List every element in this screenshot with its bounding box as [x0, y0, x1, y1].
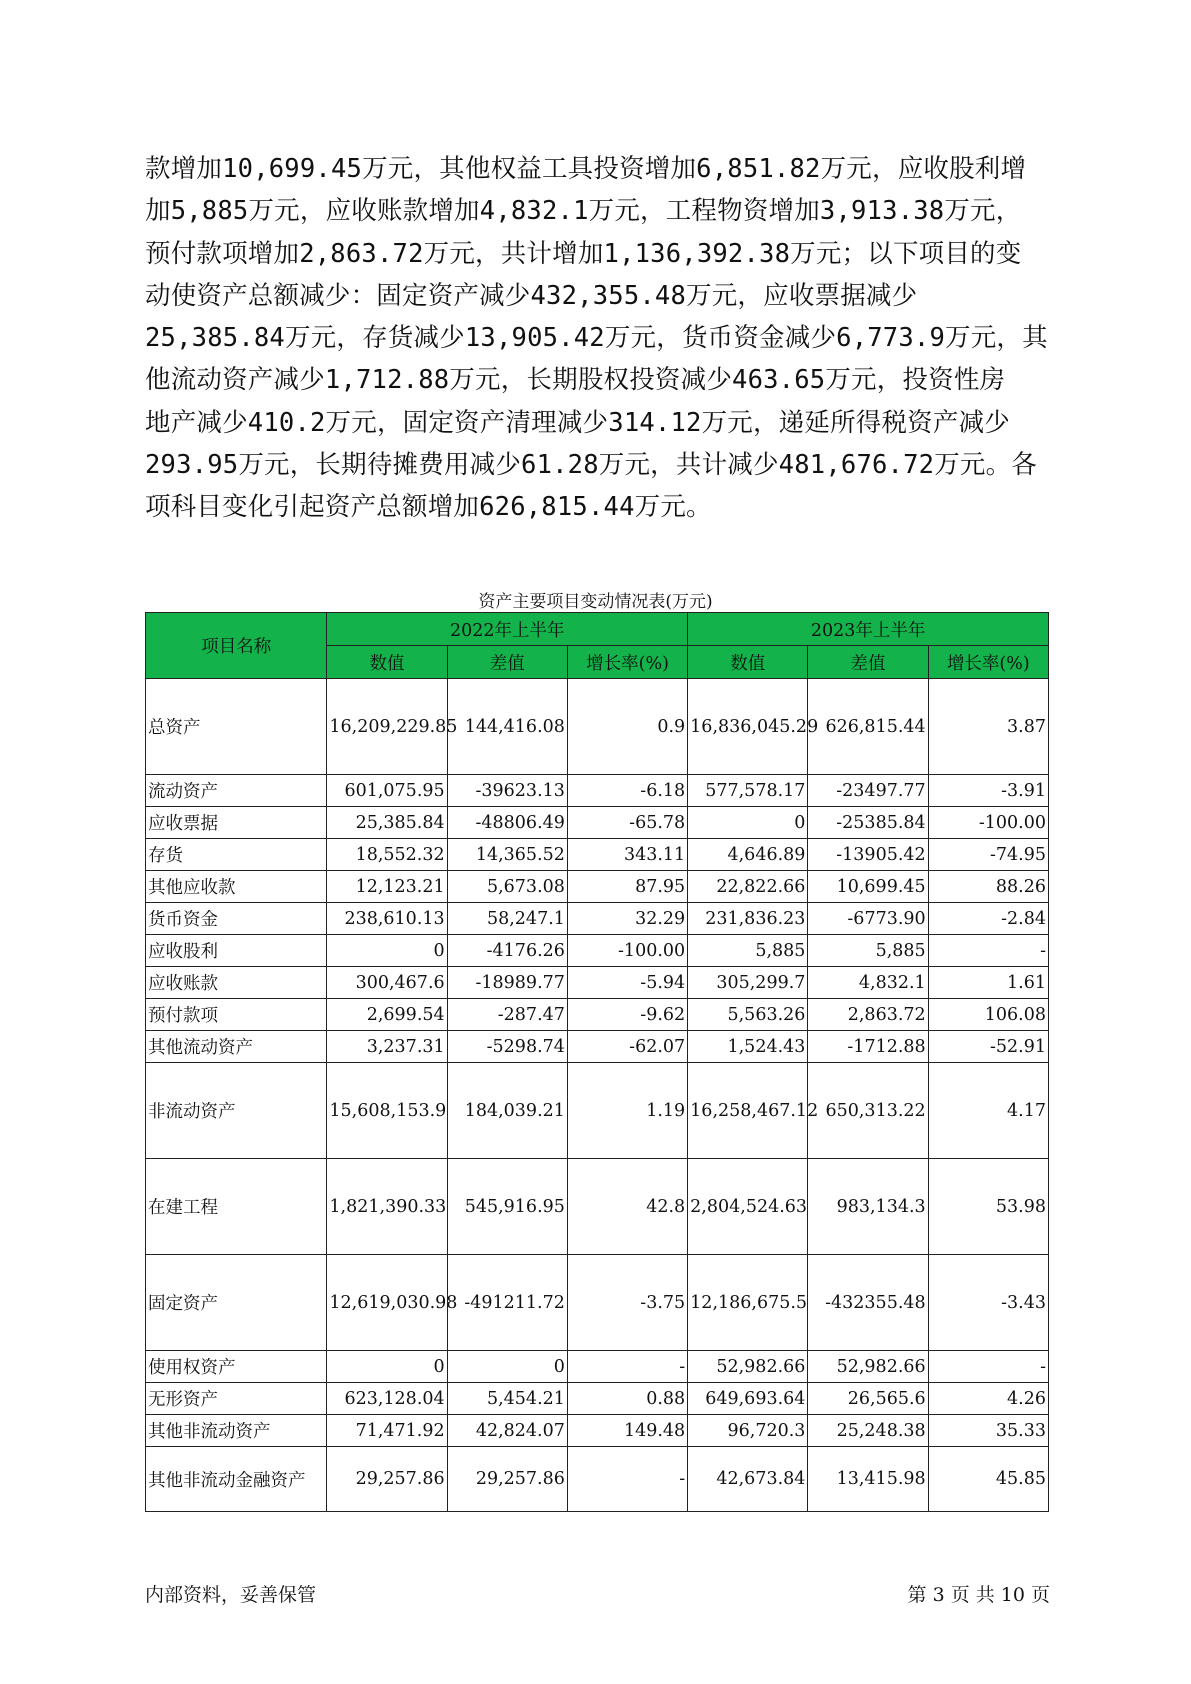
cell-diff-2023: -13905.42: [808, 839, 928, 871]
cell-diff-2023: 10,699.45: [808, 871, 928, 903]
cell-diff-2022: -4176.26: [447, 935, 567, 967]
cell-diff-2022: -18989.77: [447, 967, 567, 999]
table-row: [146, 903, 1049, 935]
cell-diff-2023: 4,832.1: [808, 967, 928, 999]
cell-diff-2022: 58,247.1: [447, 903, 567, 935]
row-name: 在建工程: [146, 1159, 327, 1255]
footer-page-number: 第 3 页 共 10 页: [907, 1584, 1050, 1606]
cell-value-2023: 42,673.84: [688, 1447, 808, 1512]
cell-growth-2022: -9.62: [567, 999, 687, 1031]
header-row-periods: [146, 613, 1049, 646]
table-row: [146, 1415, 1049, 1447]
table-row: [146, 871, 1049, 903]
cell-growth-2023: -: [928, 1351, 1048, 1383]
cell-value-2023: 5,563.26: [688, 999, 808, 1031]
cell-value-2023: 22,822.66: [688, 871, 808, 903]
cell-value-2023: 96,720.3: [688, 1415, 808, 1447]
cell-growth-2023: 1.61: [928, 967, 1048, 999]
cell-growth-2023: 4.17: [928, 1063, 1048, 1159]
cell-value-2022: 12,123.21: [327, 871, 447, 903]
footer-confidential-note: 内部资料，妥善保管: [145, 1584, 317, 1606]
row-name: 其他应收款: [146, 871, 327, 903]
cell-value-2023: 12,186,675.5: [688, 1255, 808, 1351]
paragraph-line: 地产减少410.2万元，固定资产清理减少314.12万元，递延所得税资产减少: [145, 407, 1010, 438]
cell-growth-2022: -: [567, 1447, 687, 1512]
cell-growth-2022: -3.75: [567, 1255, 687, 1351]
cell-diff-2023: 26,565.6: [808, 1383, 928, 1415]
row-name: 无形资产: [146, 1383, 327, 1415]
cell-growth-2022: 0.88: [567, 1383, 687, 1415]
cell-growth-2022: 87.95: [567, 871, 687, 903]
cell-diff-2023: 626,815.44: [808, 679, 928, 775]
cell-growth-2022: -: [567, 1351, 687, 1383]
table-row: [146, 1159, 1049, 1255]
cell-growth-2023: -3.91: [928, 775, 1048, 807]
cell-value-2022: 623,128.04: [327, 1383, 447, 1415]
cell-growth-2022: 343.11: [567, 839, 687, 871]
cell-growth-2022: -6.18: [567, 775, 687, 807]
table-row: [146, 999, 1049, 1031]
cell-diff-2023: 5,885: [808, 935, 928, 967]
header-growth-2022: 增长率(%): [567, 646, 687, 679]
cell-diff-2022: 14,365.52: [447, 839, 567, 871]
header-value-2023: 数值: [688, 646, 808, 679]
cell-diff-2023: 13,415.98: [808, 1447, 928, 1512]
cell-growth-2022: -100.00: [567, 935, 687, 967]
cell-diff-2022: -5298.74: [447, 1031, 567, 1063]
row-name: 流动资产: [146, 775, 327, 807]
cell-diff-2022: 545,916.95: [447, 1159, 567, 1255]
row-name: 其他流动资产: [146, 1031, 327, 1063]
cell-diff-2022: -48806.49: [447, 807, 567, 839]
cell-diff-2022: 0: [447, 1351, 567, 1383]
table-row: [146, 839, 1049, 871]
cell-growth-2023: 35.33: [928, 1415, 1048, 1447]
cell-growth-2023: 88.26: [928, 871, 1048, 903]
cell-growth-2022: 42.8: [567, 1159, 687, 1255]
row-name: 存货: [146, 839, 327, 871]
cell-growth-2022: -62.07: [567, 1031, 687, 1063]
cell-value-2023: 2,804,524.63: [688, 1159, 808, 1255]
row-name: 应收账款: [146, 967, 327, 999]
table-row: [146, 935, 1049, 967]
paragraph-line: 预付款项增加2,863.72万元，共计增加1,136,392.38万元；以下项目的变: [145, 238, 1022, 269]
cell-value-2023: 16,836,045.29: [688, 679, 808, 775]
cell-growth-2023: 106.08: [928, 999, 1048, 1031]
header-growth-2023: 增长率(%): [928, 646, 1048, 679]
row-name: 总资产: [146, 679, 327, 775]
cell-value-2022: 2,699.54: [327, 999, 447, 1031]
table-row: [146, 807, 1049, 839]
cell-diff-2023: -6773.90: [808, 903, 928, 935]
table-caption: 资产主要项目变动情况表(万元): [478, 592, 713, 612]
cell-growth-2022: 32.29: [567, 903, 687, 935]
cell-diff-2022: 42,824.07: [447, 1415, 567, 1447]
asset-change-table: [145, 612, 1049, 1512]
cell-diff-2023: -432355.48: [808, 1255, 928, 1351]
cell-value-2023: 577,578.17: [688, 775, 808, 807]
cell-diff-2023: 983,134.3: [808, 1159, 928, 1255]
cell-diff-2022: 184,039.21: [447, 1063, 567, 1159]
paragraph-line: 款增加10,699.45万元，其他权益工具投资增加6,851.82万元，应收股利增: [145, 154, 1027, 184]
table-row: [146, 1383, 1049, 1415]
cell-value-2023: 5,885: [688, 935, 808, 967]
paragraph-line: 25,385.84万元，存货减少13,905.42万元，货币资金减少6,773.9万元，其: [145, 323, 1048, 354]
cell-growth-2022: 1.19: [567, 1063, 687, 1159]
cell-value-2023: 231,836.23: [688, 903, 808, 935]
header-item-name: 项目名称: [146, 613, 327, 679]
cell-value-2022: 601,075.95: [327, 775, 447, 807]
cell-diff-2022: 29,257.86: [447, 1447, 567, 1512]
cell-diff-2023: 2,863.72: [808, 999, 928, 1031]
cell-growth-2022: 0.9: [567, 679, 687, 775]
cell-value-2022: 71,471.92: [327, 1415, 447, 1447]
cell-diff-2023: -1712.88: [808, 1031, 928, 1063]
row-name: 货币资金: [146, 903, 327, 935]
cell-diff-2022: -491211.72: [447, 1255, 567, 1351]
cell-diff-2022: 5,454.21: [447, 1383, 567, 1415]
cell-growth-2022: -5.94: [567, 967, 687, 999]
table-row: [146, 967, 1049, 999]
cell-diff-2022: -287.47: [447, 999, 567, 1031]
cell-value-2022: 0: [327, 935, 447, 967]
cell-diff-2023: 52,982.66: [808, 1351, 928, 1383]
cell-value-2022: 238,610.13: [327, 903, 447, 935]
body-paragraph: [145, 148, 1050, 529]
cell-diff-2023: -25385.84: [808, 807, 928, 839]
cell-value-2023: 0: [688, 807, 808, 839]
cell-value-2023: 16,258,467.12: [688, 1063, 808, 1159]
cell-value-2022: 16,209,229.85: [327, 679, 447, 775]
row-name: 应收股利: [146, 935, 327, 967]
cell-diff-2022: 144,416.08: [447, 679, 567, 775]
table-row: [146, 1351, 1049, 1383]
header-diff-2023: 差值: [808, 646, 928, 679]
header-value-2022: 数值: [327, 646, 447, 679]
cell-value-2022: 3,237.31: [327, 1031, 447, 1063]
row-name: 其他非流动金融资产: [146, 1447, 327, 1512]
row-name: 预付款项: [146, 999, 327, 1031]
row-name: 其他非流动资产: [146, 1415, 327, 1447]
cell-value-2022: 25,385.84: [327, 807, 447, 839]
cell-diff-2022: -39623.13: [447, 775, 567, 807]
table-row: [146, 775, 1049, 807]
header-period-2023: 2023年上半年: [688, 613, 1049, 646]
cell-value-2023: 1,524.43: [688, 1031, 808, 1063]
cell-diff-2023: 650,313.22: [808, 1063, 928, 1159]
cell-growth-2023: -74.95: [928, 839, 1048, 871]
paragraph-line: 加5,885万元，应收账款增加4,832.1万元，工程物资增加3,913.38万元，: [145, 196, 1022, 227]
header-diff-2022: 差值: [447, 646, 567, 679]
cell-growth-2023: 45.85: [928, 1447, 1048, 1512]
paragraph-line: 293.95万元，长期待摊费用减少61.28万元，共计减少481,676.72万元。各: [145, 450, 1037, 481]
paragraph-line: 项科目变化引起资产总额增加626,815.44万元。: [145, 492, 712, 523]
cell-growth-2023: -100.00: [928, 807, 1048, 839]
cell-growth-2023: -2.84: [928, 903, 1048, 935]
cell-value-2023: 52,982.66: [688, 1351, 808, 1383]
paragraph-line: 动使资产总额减少：固定资产减少432,355.48万元，应收票据减少: [145, 280, 918, 311]
cell-growth-2022: -65.78: [567, 807, 687, 839]
cell-value-2023: 4,646.89: [688, 839, 808, 871]
cell-growth-2023: -: [928, 935, 1048, 967]
cell-value-2022: 300,467.6: [327, 967, 447, 999]
row-name: 非流动资产: [146, 1063, 327, 1159]
cell-growth-2023: 53.98: [928, 1159, 1048, 1255]
cell-growth-2023: -3.43: [928, 1255, 1048, 1351]
cell-growth-2023: -52.91: [928, 1031, 1048, 1063]
cell-growth-2022: 149.48: [567, 1415, 687, 1447]
cell-growth-2023: 4.26: [928, 1383, 1048, 1415]
cell-value-2022: 0: [327, 1351, 447, 1383]
header-period-2022: 2022年上半年: [327, 613, 688, 646]
cell-value-2022: 29,257.86: [327, 1447, 447, 1512]
cell-growth-2023: 3.87: [928, 679, 1048, 775]
cell-value-2023: 305,299.7: [688, 967, 808, 999]
paragraph-line: 他流动资产减少1,712.88万元，长期股权投资减少463.65万元，投资性房: [145, 365, 1006, 396]
row-name: 使用权资产: [146, 1351, 327, 1383]
cell-value-2022: 15,608,153.9: [327, 1063, 447, 1159]
cell-diff-2022: 5,673.08: [447, 871, 567, 903]
cell-value-2023: 649,693.64: [688, 1383, 808, 1415]
row-name: 应收票据: [146, 807, 327, 839]
row-name: 固定资产: [146, 1255, 327, 1351]
cell-value-2022: 12,619,030.98: [327, 1255, 447, 1351]
cell-diff-2023: -23497.77: [808, 775, 928, 807]
table-row: [146, 679, 1049, 775]
cell-value-2022: 1,821,390.33: [327, 1159, 447, 1255]
table-row: [146, 1447, 1049, 1512]
cell-value-2022: 18,552.32: [327, 839, 447, 871]
table-row: [146, 1031, 1049, 1063]
table-row: [146, 1063, 1049, 1159]
table-row: [146, 1255, 1049, 1351]
cell-diff-2023: 25,248.38: [808, 1415, 928, 1447]
